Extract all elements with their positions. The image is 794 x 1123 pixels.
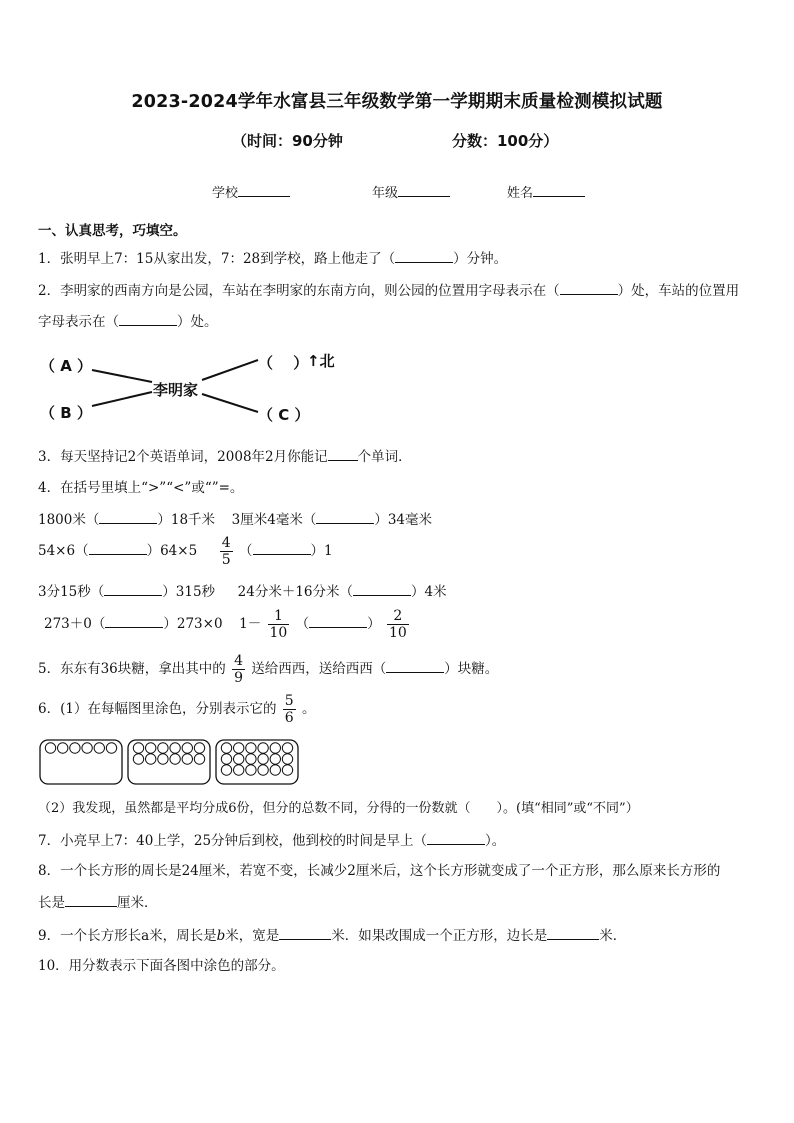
question-4-row3: 3分15秒（ ）315秒 24分米＋16分米（ ）4米 xyxy=(38,584,447,600)
circle-item[interactable] xyxy=(45,743,55,753)
circle-item[interactable] xyxy=(221,765,231,775)
question-9: 9．一个长方形长a米，周长是b米，宽是 米．如果改围成一个正方形，边长是 米． xyxy=(38,928,627,944)
answer-blank[interactable] xyxy=(560,281,618,295)
grade-blank[interactable] xyxy=(398,183,450,197)
circle-item[interactable] xyxy=(194,754,204,764)
circle-item[interactable] xyxy=(282,743,292,753)
answer-blank[interactable] xyxy=(65,893,117,907)
school-label: 学校 xyxy=(212,186,239,201)
circle-item[interactable] xyxy=(182,743,192,753)
line-to-c xyxy=(202,394,258,412)
circle-item[interactable] xyxy=(246,743,256,753)
question-4-intro: 4．在括号里填上“>”“<”或“”=。 xyxy=(38,480,244,496)
circle-item[interactable] xyxy=(258,765,268,775)
answer-blank[interactable] xyxy=(119,312,177,326)
circle-item[interactable] xyxy=(234,743,244,753)
circle-item[interactable] xyxy=(282,765,292,775)
line-to-a xyxy=(92,370,152,382)
question-4-row2: 54×6（ ）64×5 $\frac{4}{5}$ （ ）1 xyxy=(38,535,333,568)
circle-item[interactable] xyxy=(221,743,231,753)
circle-item[interactable] xyxy=(58,743,68,753)
circle-item[interactable] xyxy=(106,743,116,753)
grade-field xyxy=(372,182,450,201)
question-6-part1: 6．(1）在每幅图里涂色，分别表示它的 $\frac{5}{6}$ 。 xyxy=(38,693,316,726)
answer-blank[interactable] xyxy=(386,659,444,673)
circle-item[interactable] xyxy=(270,754,280,764)
name-blank[interactable] xyxy=(533,183,585,197)
label-top: （ ） xyxy=(258,354,309,372)
answer-blank[interactable] xyxy=(253,541,311,555)
answer-blank[interactable] xyxy=(279,926,331,940)
answer-blank[interactable] xyxy=(427,831,485,845)
question-4-row1: 1800米（ ）18千米 3厘米4毫米（ ）34毫米 xyxy=(38,512,433,528)
circle-item[interactable] xyxy=(270,743,280,753)
circle-item[interactable] xyxy=(182,754,192,764)
name-label: 姓名 xyxy=(507,186,534,201)
answer-blank[interactable] xyxy=(105,614,163,628)
grade-label: 年级 xyxy=(372,186,399,201)
question-8-line1: 8．一个长方形的周长是24厘米，若宽不变，长减少2厘米后，这个长方形就变成了一个正方形，那么原来长方形的 xyxy=(38,863,721,879)
center-label: 李明家 xyxy=(153,381,199,399)
exam-score: 分数：100分） xyxy=(452,132,559,150)
answer-blank[interactable] xyxy=(353,582,411,596)
circle-item[interactable] xyxy=(234,765,244,775)
circle-item[interactable] xyxy=(170,754,180,764)
circle-item[interactable] xyxy=(146,754,156,764)
circle-boxes xyxy=(38,738,308,788)
school-blank[interactable] xyxy=(238,183,290,197)
answer-blank[interactable] xyxy=(316,510,374,524)
label-b: （ B ） xyxy=(40,404,92,422)
circle-item[interactable] xyxy=(158,743,168,753)
answer-blank[interactable] xyxy=(104,582,162,596)
circle-item[interactable] xyxy=(246,765,256,775)
circle-item[interactable] xyxy=(133,754,143,764)
line-to-top xyxy=(202,360,258,380)
school-field xyxy=(212,182,290,201)
circle-item[interactable] xyxy=(70,743,80,753)
fraction: $\frac{5}{6}$ xyxy=(284,693,294,726)
circle-item[interactable] xyxy=(82,743,92,753)
answer-blank[interactable] xyxy=(309,614,367,628)
question-1: 1．张明早上7：15从家出发，7：28到学校，路上他走了（ ）分钟。 xyxy=(38,251,508,267)
circle-item[interactable] xyxy=(221,754,231,764)
circle-item[interactable] xyxy=(170,743,180,753)
question-4-row4: 273＋0（ ）273×0 1－ $\frac{1}{10}$ （ ） $\frac{2}{10}$ xyxy=(44,608,407,641)
fraction: $\frac{2}{10}$ xyxy=(388,608,407,641)
section-title: 一、认真思考，巧填空。 xyxy=(38,223,187,239)
circle-item[interactable] xyxy=(146,743,156,753)
circle-item[interactable] xyxy=(258,743,268,753)
north-arrow-icon: ↑北 xyxy=(307,352,335,370)
answer-blank[interactable] xyxy=(395,249,453,263)
circle-item[interactable] xyxy=(282,754,292,764)
page-title: 2023-2024学年水富县三年级数学第一学期期末质量检测模拟试题 xyxy=(131,92,663,112)
exam-time: （时间：90分钟 xyxy=(232,132,343,150)
circle-item[interactable] xyxy=(258,754,268,764)
circle-item[interactable] xyxy=(194,743,204,753)
question-6-part2: （2）我发现，虽然都是平均分成6份，但分的总数不同，分得的一份数就（ ）。(填“相同”或“不同”） xyxy=(38,801,639,816)
fraction: $\frac{4}{9}$ xyxy=(234,653,243,686)
label-c: （ C ） xyxy=(258,406,310,424)
line-to-b xyxy=(92,392,152,406)
question-2-line1: 2．李明家的西南方向是公园，车站在李明家的东南方向，则公园的位置用字母表示在（ ）处，车站的位置用 xyxy=(38,283,740,299)
answer-blank[interactable] xyxy=(547,926,599,940)
question-5: 5．东东有36块糖，拿出其中的 $\frac{4}{9}$ 送给西西，送给西西（ ）块糖。 xyxy=(38,653,499,686)
answer-blank[interactable] xyxy=(328,447,358,461)
circle-item[interactable] xyxy=(270,765,280,775)
circle-item[interactable] xyxy=(158,754,168,764)
circle-item[interactable] xyxy=(234,754,244,764)
answer-blank[interactable] xyxy=(99,510,157,524)
circle-item[interactable] xyxy=(246,754,256,764)
question-10: 10．用分数表示下面各图中涂色的部分。 xyxy=(38,958,285,974)
question-2-line2: 字母表示在（ ）处。 xyxy=(38,314,218,330)
answer-blank[interactable] xyxy=(89,541,147,555)
question-8-line2: 长是 厘米． xyxy=(38,895,158,911)
fraction: $\frac{1}{10}$ xyxy=(269,608,288,641)
circle-item[interactable] xyxy=(94,743,104,753)
fraction: $\frac{4}{5}$ xyxy=(221,535,231,568)
circle-item[interactable] xyxy=(133,743,143,753)
question-3: 3．每天坚持记2个英语单词，2008年2月你能记 个单词． xyxy=(38,449,412,465)
label-a: （ A ） xyxy=(40,357,93,375)
question-7: 7．小亮早上7：40上学，25分钟后到校，他到校的时间是早上（ ）。 xyxy=(38,833,506,849)
name-field xyxy=(507,182,585,201)
